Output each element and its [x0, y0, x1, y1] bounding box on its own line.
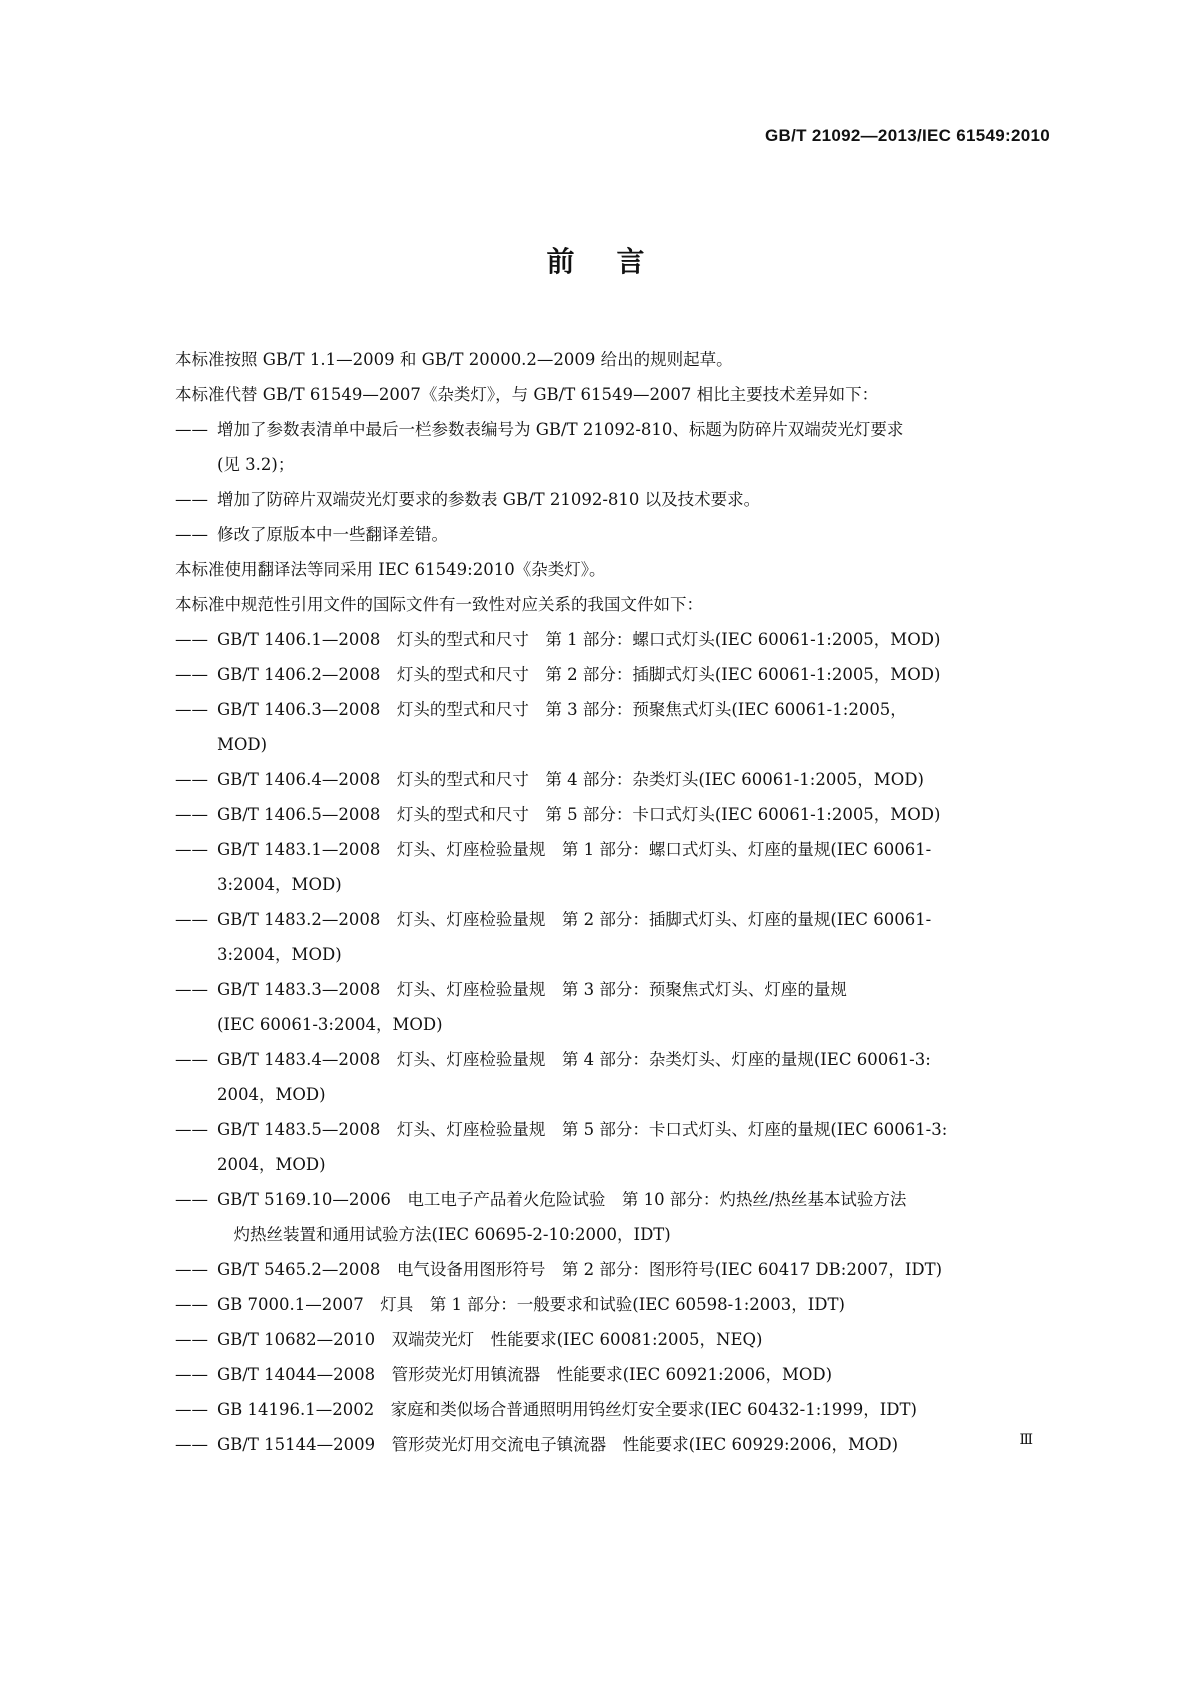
reference-item: [175, 657, 1055, 692]
reference-item-text: [217, 762, 1055, 797]
reference-item-text: [217, 692, 1055, 762]
text-line: MOD): [217, 735, 268, 754]
changes-list: [175, 412, 1055, 552]
list-dash: ——: [175, 700, 208, 719]
text-line: GB/T 1406.4—2008 灯头的型式和尺寸 第 4 部分：杂类灯头(IEC 60061-1:2005，MOD): [217, 770, 924, 789]
reference-item-text: [217, 1112, 1055, 1182]
text-line: GB 14196.1—2002 家庭和类似场合普通照明用钨丝灯安全要求(IEC 60432-1:1999，IDT): [217, 1400, 917, 1419]
reference-item: [175, 1287, 1055, 1322]
text-line: GB/T 1483.3—2008 灯头、灯座检验量规 第 3 部分：预聚焦式灯头、灯座的量规: [217, 980, 847, 999]
text-line: GB/T 10682—2010 双端荧光灯 性能要求(IEC 60081:2005，NEQ): [217, 1330, 763, 1349]
reference-item: [175, 902, 1055, 972]
page-number: Ⅲ: [1019, 1432, 1033, 1448]
text-line: GB/T 1483.2—2008 灯头、灯座检验量规 第 2 部分：插脚式灯头、灯座的量规(IEC 60061-: [217, 910, 932, 929]
list-dash: ——: [175, 910, 208, 929]
list-dash: ——: [175, 1435, 208, 1454]
change-item: [175, 412, 1055, 482]
reference-item-text: [217, 1042, 1055, 1112]
reference-item-text: [217, 1287, 1055, 1322]
reference-item-text: [217, 1182, 1055, 1252]
reference-item-text: [217, 622, 1055, 657]
list-dash: ——: [175, 1400, 208, 1419]
paragraph-drafting-rules: 本标准按照 GB/T 1.1—2009 和 GB/T 20000.2—2009 给出的规则起草。: [175, 350, 733, 369]
list-dash: ——: [175, 1190, 208, 1209]
reference-item-text: [217, 1392, 1055, 1427]
list-dash: ——: [175, 420, 208, 439]
reference-item: [175, 1427, 1055, 1462]
reference-item-text: [217, 1322, 1055, 1357]
reference-item: [175, 832, 1055, 902]
list-dash: ——: [175, 980, 208, 999]
reference-item: [175, 1182, 1055, 1252]
text-line: (见 3.2)；: [217, 455, 295, 474]
list-dash: ——: [175, 1050, 208, 1069]
text-line: GB/T 5169.10—2006 电工电子产品着火危险试验 第 10 部分：灼热丝/热丝基本试验方法: [217, 1190, 907, 1209]
text-line: GB/T 1483.4—2008 灯头、灯座检验量规 第 4 部分：杂类灯头、灯座的量规(IEC 60061-3:: [217, 1050, 931, 1069]
text-line: 增加了防碎片双端荧光灯要求的参数表 GB/T 21092-810 以及技术要求。: [217, 490, 761, 509]
reference-item: [175, 1042, 1055, 1112]
change-item-text: [217, 412, 1055, 482]
list-dash: ——: [175, 490, 208, 509]
change-item-text: [217, 482, 1055, 517]
reference-item-text: [217, 797, 1055, 832]
reference-item: [175, 797, 1055, 832]
text-line: 3:2004，MOD): [217, 875, 342, 894]
reference-item-text: [217, 902, 1055, 972]
reference-item: [175, 1112, 1055, 1182]
reference-item-text: [217, 657, 1055, 692]
text-line: 增加了参数表清单中最后一栏参数表编号为 GB/T 21092-810、标题为防碎片双端荧光灯要求: [217, 420, 904, 439]
document-body: [175, 342, 1055, 1462]
list-dash: ——: [175, 840, 208, 859]
text-line: GB/T 14044—2008 管形荧光灯用镇流器 性能要求(IEC 60921:2006，MOD): [217, 1365, 833, 1384]
change-item: [175, 482, 1055, 517]
text-line: 3:2004，MOD): [217, 945, 342, 964]
text-line: 2004，MOD): [217, 1085, 326, 1104]
paragraph-references-intro: 本标准中规范性引用文件的国际文件有一致性对应关系的我国文件如下：: [175, 595, 703, 614]
text-line: 修改了原版本中一些翻译差错。: [217, 525, 448, 544]
change-item: [175, 517, 1055, 552]
reference-item-text: [217, 1427, 1055, 1462]
text-line: 2004，MOD): [217, 1155, 326, 1174]
list-dash: ——: [175, 1365, 208, 1384]
reference-item-text: [217, 972, 1055, 1042]
text-line: (IEC 60061-3:2004，MOD): [217, 1015, 443, 1034]
list-dash: ——: [175, 1120, 208, 1139]
text-line: GB/T 1406.3—2008 灯头的型式和尺寸 第 3 部分：预聚焦式灯头(IEC 60061-1:2005，: [217, 700, 907, 719]
text-line: 灼热丝装置和通用试验方法(IEC 60695-2-10:2000，IDT): [217, 1225, 671, 1244]
standard-code-header: GB/T 21092—2013/IEC 61549:2010: [765, 126, 1050, 145]
change-item-text: [217, 517, 1055, 552]
text-line: GB/T 1406.2—2008 灯头的型式和尺寸 第 2 部分：插脚式灯头(IEC 60061-1:2005，MOD): [217, 665, 941, 684]
list-dash: ——: [175, 665, 208, 684]
text-line: GB/T 1483.5—2008 灯头、灯座检验量规 第 5 部分：卡口式灯头、灯座的量规(IEC 60061-3:: [217, 1120, 948, 1139]
text-line: GB/T 1406.5—2008 灯头的型式和尺寸 第 5 部分：卡口式灯头(IEC 60061-1:2005，MOD): [217, 805, 941, 824]
text-line: GB/T 5465.2—2008 电气设备用图形符号 第 2 部分：图形符号(IEC 60417 DB:2007，IDT): [217, 1260, 943, 1279]
text-line: GB 7000.1—2007 灯具 第 1 部分：一般要求和试验(IEC 60598-1:2003，IDT): [217, 1295, 845, 1314]
list-dash: ——: [175, 630, 208, 649]
page-title: 前言: [546, 245, 687, 278]
list-dash: ——: [175, 1260, 208, 1279]
reference-item: [175, 1357, 1055, 1392]
reference-item: [175, 762, 1055, 797]
reference-item: [175, 1252, 1055, 1287]
list-dash: ——: [175, 1330, 208, 1349]
paragraph-replaces: 本标准代替 GB/T 61549—2007《杂类灯》，与 GB/T 61549—2007 相比主要技术差异如下：: [175, 385, 879, 404]
reference-item: [175, 692, 1055, 762]
reference-item: [175, 972, 1055, 1042]
list-dash: ——: [175, 525, 208, 544]
text-line: GB/T 1406.1—2008 灯头的型式和尺寸 第 1 部分：螺口式灯头(IEC 60061-1:2005，MOD): [217, 630, 941, 649]
reference-item-text: [217, 832, 1055, 902]
reference-item: [175, 622, 1055, 657]
list-dash: ——: [175, 805, 208, 824]
reference-item: [175, 1392, 1055, 1427]
text-line: GB/T 1483.1—2008 灯头、灯座检验量规 第 1 部分：螺口式灯头、灯座的量规(IEC 60061-: [217, 840, 932, 859]
reference-item-text: [217, 1252, 1055, 1287]
reference-item: [175, 1322, 1055, 1357]
list-dash: ——: [175, 770, 208, 789]
list-dash: ——: [175, 1295, 208, 1314]
paragraph-adoption: 本标准使用翻译法等同采用 IEC 61549:2010《杂类灯》。: [175, 560, 606, 579]
references-list: [175, 622, 1055, 1462]
text-line: GB/T 15144—2009 管形荧光灯用交流电子镇流器 性能要求(IEC 60929:2006，MOD): [217, 1435, 899, 1454]
reference-item-text: [217, 1357, 1055, 1392]
